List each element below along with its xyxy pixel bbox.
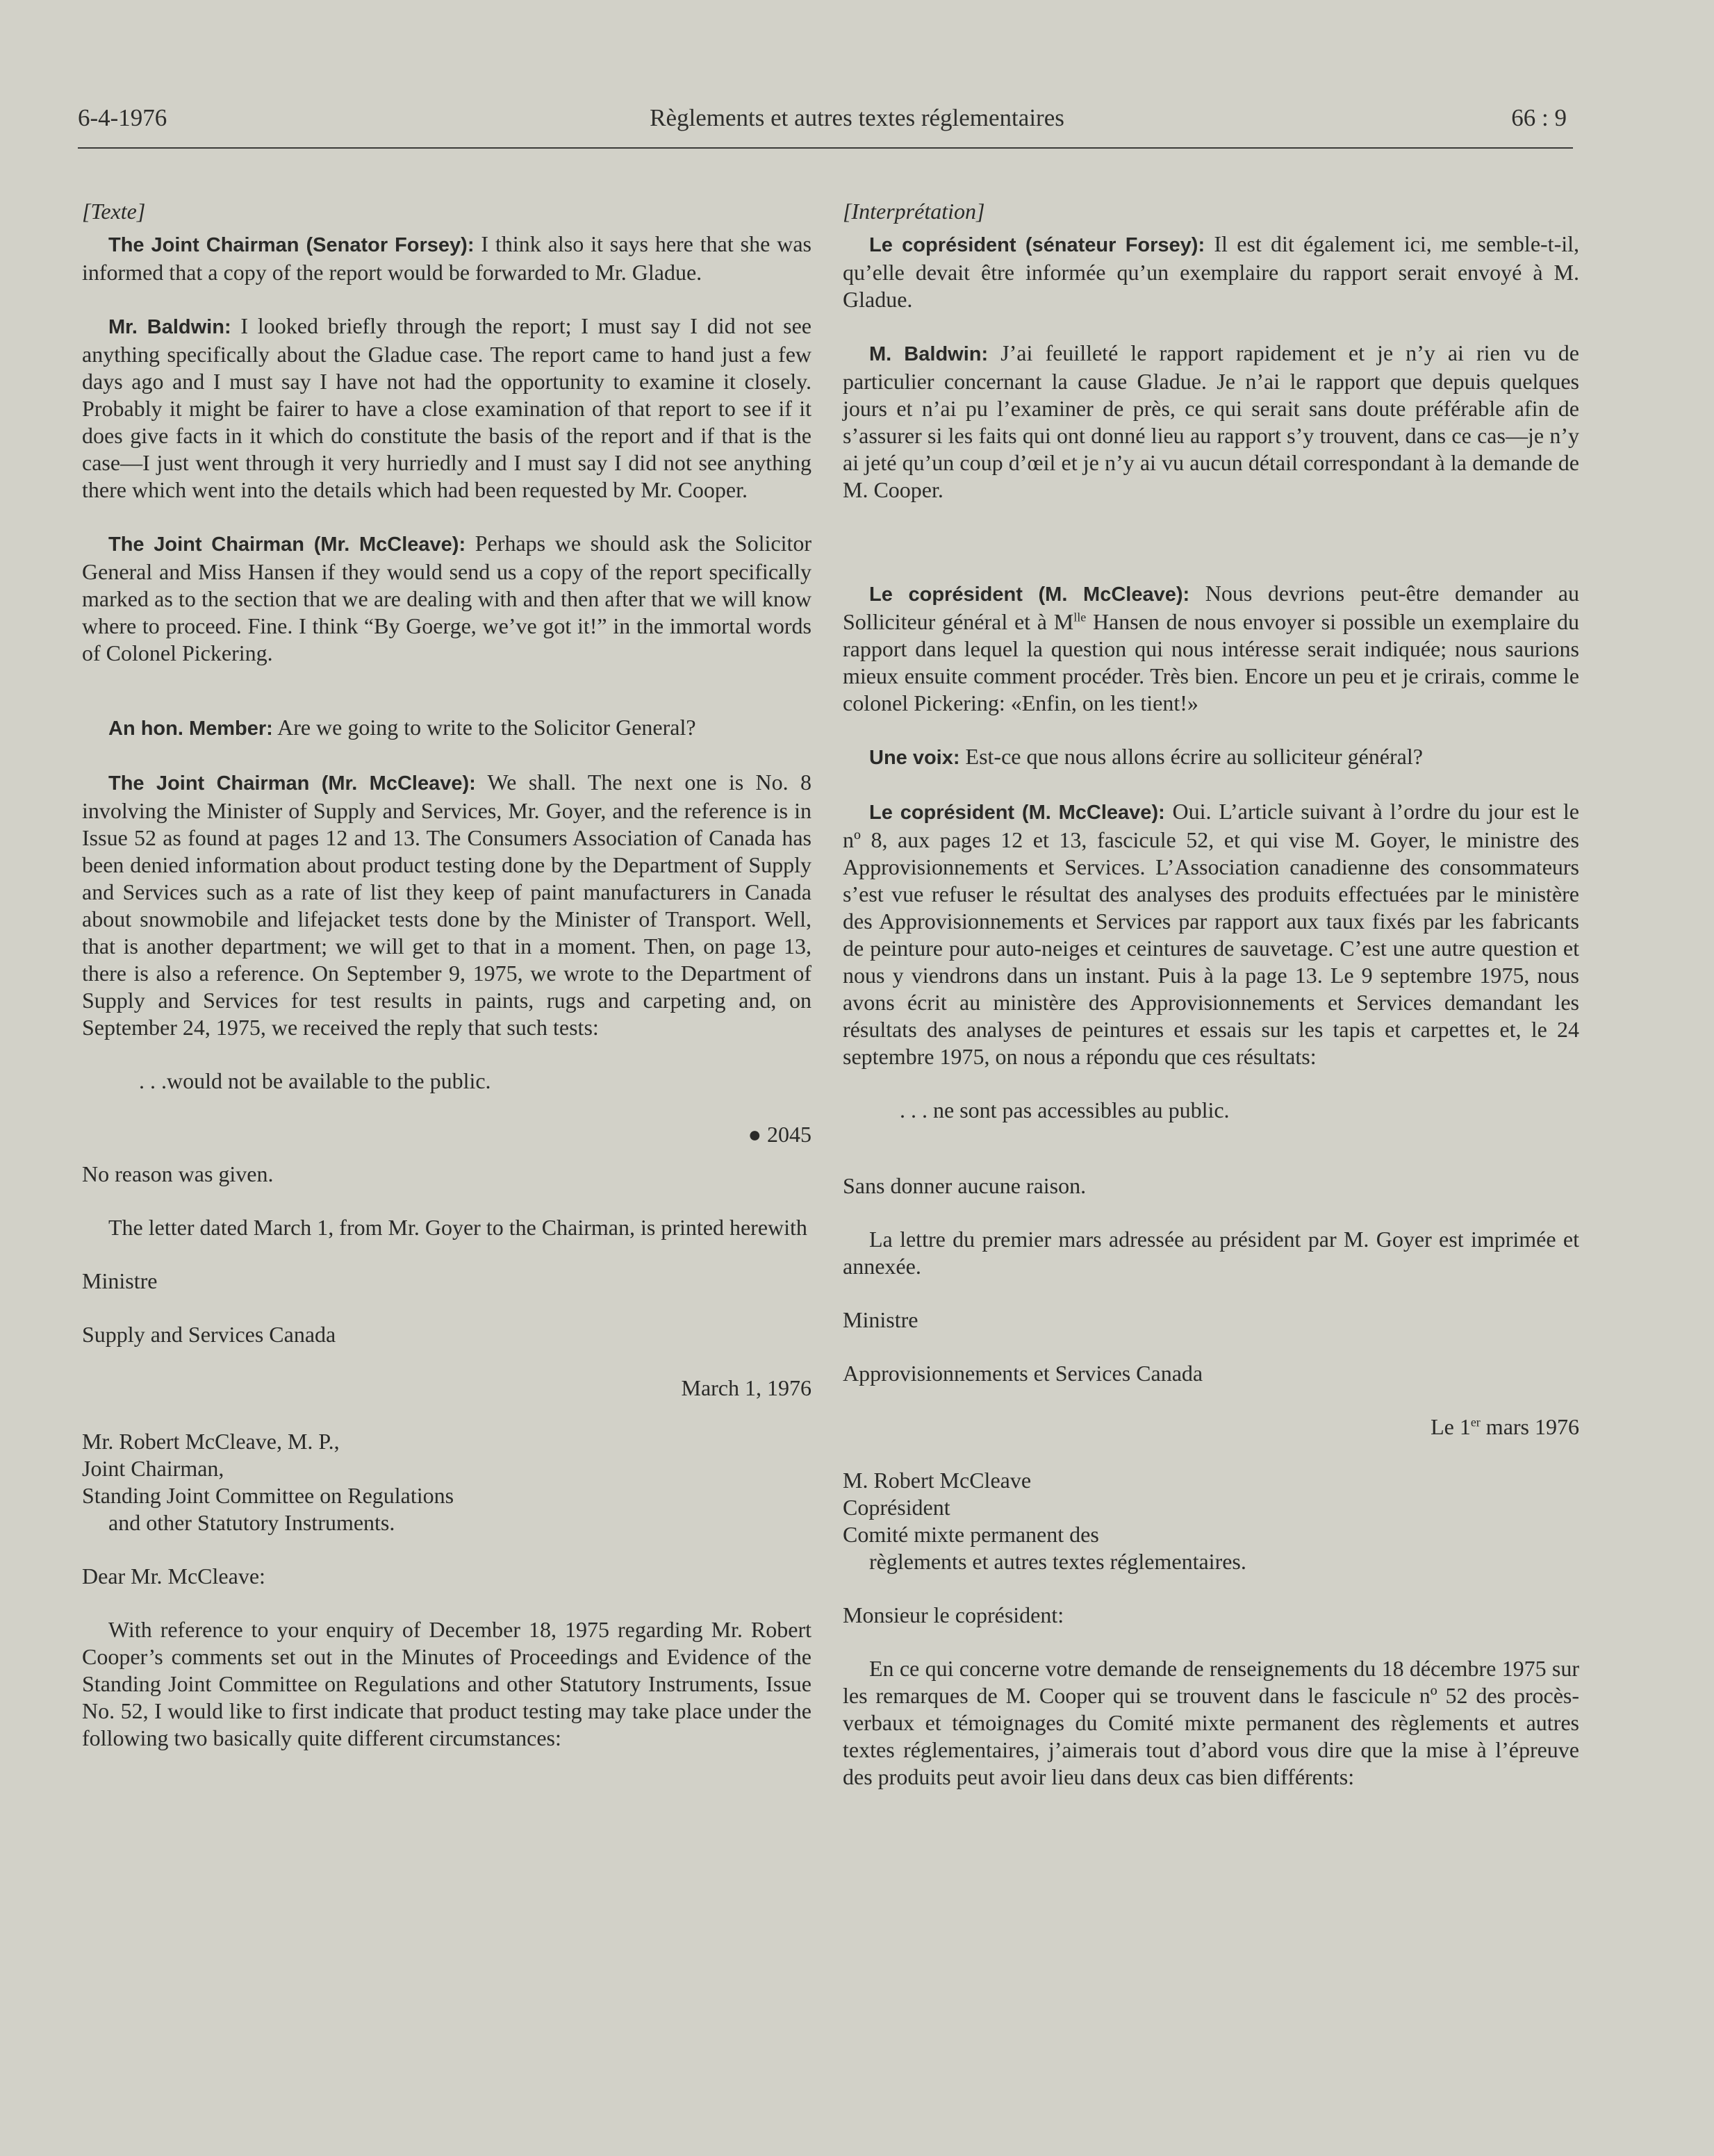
paragraph xyxy=(843,798,1579,1070)
header-page-number: 66 : 9 xyxy=(1511,104,1567,131)
speech-text: Est-ce que nous allons écrire au solliciteur général? xyxy=(959,744,1423,769)
speech-text: Nous devrions peut-être demander au Solliciteur général et à M xyxy=(843,581,1579,634)
letter-intro: La lettre du premier mars adressée au président par M. Goyer est imprimée et annexée. xyxy=(843,1227,1579,1279)
letter-intro: The letter dated March 1, from Mr. Goyer to the Chairman, is printed herewith xyxy=(108,1215,807,1240)
paragraph xyxy=(843,580,1579,717)
paragraph xyxy=(82,231,811,286)
letter-body: En ce qui concerne votre demande de renseignements du 18 décembre 1975 sur les remarques de M. Cooper qui se trouvent dans le fascicule nº 52 des procès-verbaux et témoignages du Comité mixte permanent des règlements et autres textes réglementaires, j’aimerais tout d’abord vous dire que la mise à l’épreuve des produits peut avoir lieu dans deux cas bien différents: xyxy=(843,1656,1579,1789)
address-line: M. Robert McCleave xyxy=(843,1468,1032,1493)
date-text: mars 1976 xyxy=(1480,1414,1579,1439)
letter-date xyxy=(843,1413,1579,1441)
letter-date: March 1, 1976 xyxy=(681,1375,811,1400)
address-line: and other Statutory Instruments. xyxy=(108,1510,395,1535)
paragraph xyxy=(843,340,1579,504)
address-line: Joint Chairman, xyxy=(82,1456,224,1481)
no-reason-line: Sans donner aucune raison. xyxy=(843,1173,1087,1198)
speech-text: Il est dit également ici, me semble-t-il, qu’elle devait être informée qu’un exemplaire du rapport serait envoyé à M. Gladue. xyxy=(843,231,1580,312)
time-marker: ● 2045 xyxy=(748,1122,811,1147)
address-line: Standing Joint Committee on Regulations xyxy=(82,1483,454,1508)
speech-text: Hansen de nous envoyer si possible un exemplaire du rapport dans lequel la question qui nous intéresse serait indiquée; nous saurions mieux ensuite comment procéder. Très bien. Encore un peu et je crirais, comme le colonel Pickering: «Enfin, on les tient!» xyxy=(843,609,1580,715)
paragraph xyxy=(82,530,811,667)
quotation: . . .would not be available to the public. xyxy=(139,1068,491,1093)
paragraph xyxy=(843,231,1579,313)
letter-body: With reference to your enquiry of December 18, 1975 regarding Mr. Robert Cooper’s comments set out in the Minutes of Proceedings and Evidence of the Standing Joint Committee on Regulations and other Statutory Instruments, Issue No. 52, I would like to first indicate that product testing may take place under the following two basically quite different circumstances: xyxy=(82,1617,811,1750)
header-date: 6-4-1976 xyxy=(78,104,167,131)
quotation: . . . ne sont pas accessibles au public. xyxy=(900,1097,1230,1122)
paragraph xyxy=(82,714,811,743)
speech-text: Perhaps we should ask the Solicitor General and Miss Hansen if they would send us a copy of the report specifically marked as to the section that we are dealing with and then after that we will know where to proceed. Fine. I think “By Goerge, we’ve got it!” in the immortal words of Colonel Pickering. xyxy=(82,531,811,665)
speaker-name: The Joint Chairman (Mr. McCleave): xyxy=(108,533,466,556)
date-text: Le 1 xyxy=(1431,1414,1471,1439)
speech-text: I looked briefly through the report; I must say I did not see anything specifically about the Gladue case. The report came to hand just a few days ago and I must say I have not had the opportunity to examine it closely. Probably it might be fairer to have a close examination of that report to see if it does give facts in it which do constitute the basis of the report and if that is the case—I just went through it very hurriedly and I must say I did not see anything there which went into the details which had been requested by Mr. Cooper. xyxy=(82,313,811,502)
paragraph xyxy=(82,769,811,1041)
speaker-name: Une voix: xyxy=(869,747,960,769)
paragraph xyxy=(843,743,1579,772)
letter-department: Supply and Services Canada xyxy=(82,1322,336,1347)
speaker-name: Le coprésident (M. McCleave): xyxy=(869,802,1165,824)
superscript: lle xyxy=(1073,610,1087,624)
header-rule xyxy=(78,147,1573,149)
letter-salutation: Dear Mr. McCleave: xyxy=(82,1564,265,1589)
speech-text: We shall. The next one is No. 8 involving the Minister of Supply and Services, Mr. Goyer, and the reference is in Issue 52 as found at pages 12 and 13. The Consumers Association of Canada has been denied information about product testing done by the Department of Supply and Services such as a rate of list they keep of paint manufacturers in Canada about snowmobile and lifejacket tests done by the Minister of Transport. Well, that is another department; we will get to that in a moment. Then, on page 13, there is also a reference. On September 9, 1975, we wrote to the Department of Supply and Services for test results in paints, rugs and carpeting and, on September 24, 1975, we received the reply that such tests: xyxy=(82,770,811,1040)
superscript: er xyxy=(1470,1415,1481,1429)
address-line: Coprésident xyxy=(843,1495,950,1520)
speaker-name: The Joint Chairman (Senator Forsey): xyxy=(108,234,475,256)
header-title: Règlements et autres textes réglementaires xyxy=(650,104,1064,131)
interpretation-tag: [Interprétation] xyxy=(843,199,985,224)
speaker-name: An hon. Member: xyxy=(108,718,273,740)
speaker-name: Le coprésident (M. McCleave): xyxy=(869,583,1190,606)
letter-ministre: Ministre xyxy=(82,1268,158,1293)
no-reason-line: No reason was given. xyxy=(82,1161,274,1186)
letter-address xyxy=(843,1467,1579,1575)
speech-text: J’ai feuilleté le rapport rapidement et je n’y ai rien vu de particulier concernant la cause Gladue. Je n’ai le rapport que depuis quelques jours et n’ai pu l’examiner de près, ce qui serait sans doute préférable afin de s’assurer si les faits qui ont donné lieu au rapport s’y trouvent, dans ce cas—je n’y ai jeté qu’un coup d’œil et je n’y ai vu aucun détail correspondant à la demande de M. Cooper. xyxy=(843,340,1580,502)
speaker-name: The Joint Chairman (Mr. McCleave): xyxy=(108,772,476,795)
english-column xyxy=(82,198,811,1752)
french-column xyxy=(843,198,1579,1791)
letter-address xyxy=(82,1428,811,1536)
address-line: règlements et autres textes réglementaires. xyxy=(869,1549,1246,1574)
letter-salutation: Monsieur le coprésident: xyxy=(843,1602,1064,1627)
speech-text: Are we going to write to the Solicitor General? xyxy=(272,715,696,740)
speaker-name: Mr. Baldwin: xyxy=(108,316,231,338)
letter-ministre: Ministre xyxy=(843,1307,918,1332)
text-tag: [Texte] xyxy=(82,199,146,224)
address-line: Mr. Robert McCleave, M. P., xyxy=(82,1429,340,1454)
letter-department: Approvisionnements et Services Canada xyxy=(843,1361,1203,1386)
speech-text: Oui. L’article suivant à l’ordre du jour est le nº 8, aux pages 12 et 13, fascicule 52, et qui vise M. Goyer, le ministre des Approvisionnements et Services. L’Association canadienne des consommateurs s’est vue refuser le résultat des analyses des produits effectuées par le ministère des Approvisionnements et Services par rapport aux taux fixés par les fabricants de peinture pour auto-neiges et ceintures de sauvetage. C’est une autre question et nous y viendrons dans un instant. Puis à la page 13. Le 9 septembre 1975, nous avons écrit au ministère des Approvisionnements et Services demandant les résultats des analyses de peintures et essais sur les tapis et carpettes et, le 24 septembre 1975, on nous a répondu que ces résultats: xyxy=(843,799,1580,1069)
paragraph xyxy=(82,313,811,504)
speaker-name: M. Baldwin: xyxy=(869,343,989,365)
address-line: Comité mixte permanent des xyxy=(843,1522,1099,1547)
speech-text: I think also it says here that she was informed that a copy of the report would be forwarded to Mr. Gladue. xyxy=(82,231,812,285)
speaker-name: Le coprésident (sénateur Forsey): xyxy=(869,234,1205,256)
